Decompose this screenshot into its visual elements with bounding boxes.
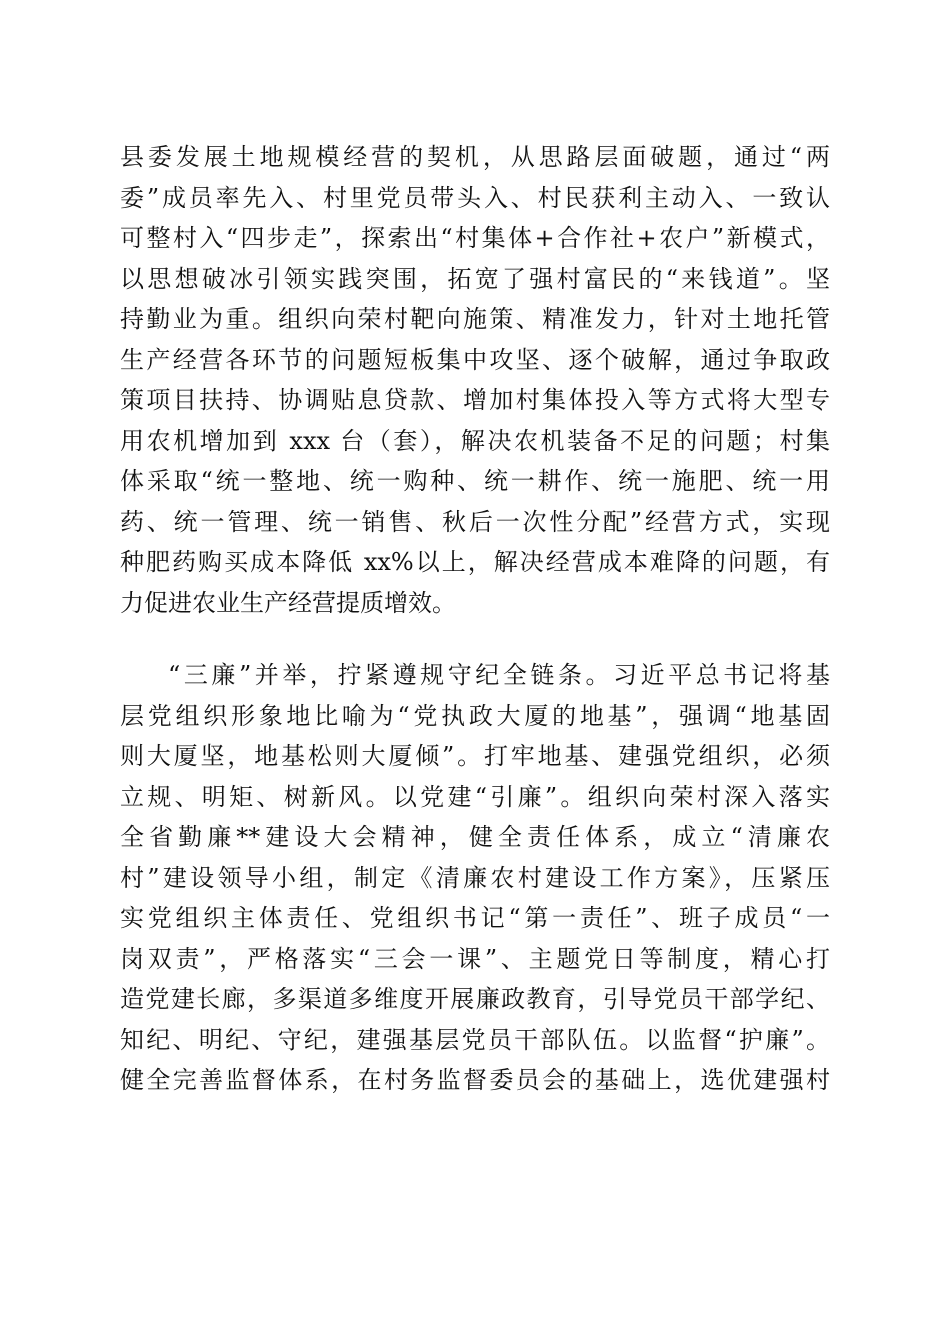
paragraph-line: 立规、明矩、树新风。以党建“引廉”。组织向荣村深入落实 (120, 782, 830, 811)
paragraph-line: 以思想破冰引领实践突围，拓宽了强村富民的“来钱道”。坚 (120, 264, 830, 293)
paragraph-line: 县委发展土地规模经营的契机，从思路层面破题，通过“两 (120, 143, 830, 171)
paragraph-line: 体采取“统一整地、统一购种、统一耕作、统一施肥、统一用 (120, 467, 830, 495)
paragraph-line: 岗双责”，严格落实“三会一课”、主题党日等制度，精心打 (120, 944, 830, 973)
paragraph-line: 层党组织形象地比喻为“党执政大厦的地基”，强调“地基固 (120, 701, 830, 730)
paragraph-line: 用农机增加到 xxx 台（套），解决农机装备不足的问题；村集 (120, 426, 830, 455)
paragraph-line: 种肥药购买成本降低 xx%以上，解决经营成本难降的问题，有 (120, 548, 830, 576)
paragraph-line: 生产经营各环节的问题短板集中攻坚、逐个破解，通过争取政 (120, 345, 830, 374)
paragraph-2 (120, 655, 830, 1101)
paragraph-line: 委”成员率先入、村里党员带头入、村民获利主动入、一致认 (120, 183, 830, 212)
paragraph-line: 造党建长廊，多渠道多维度开展廉政教育，引导党员干部学纪、 (120, 985, 830, 1013)
paragraph-line: 可整村入“四步走”，探索出“村集体+合作社+农户”新模式， (120, 224, 830, 252)
paragraph-line: 全省勤廉**建设大会精神，健全责任体系，成立“清廉农 (120, 823, 830, 851)
paragraph-line: “三廉”并举，拧紧遵规守纪全链条。习近平总书记将基 (168, 661, 830, 689)
paragraph-line: 药、统一管理、统一销售、秋后一次性分配”经营方式，实现 (120, 507, 830, 536)
paragraph-line: 实党组织主体责任、党组织书记“第一责任”、班子成员“一 (120, 904, 830, 932)
paragraph-line: 持勤业为重。组织向荣村靶向施策、精准发力，针对土地托管 (120, 305, 830, 333)
paragraph-line: 力促进农业生产经营提质增效。 (120, 588, 456, 617)
paragraph-line: 村”建设领导小组，制定《清廉农村建设工作方案》，压紧压 (120, 863, 830, 892)
paragraph-line: 策项目扶持、协调贴息贷款、增加村集体投入等方式将大型专 (120, 386, 830, 414)
paragraph-line: 健全完善监督体系，在村务监督委员会的基础上，选优建强村 (120, 1066, 830, 1094)
paragraph-line: 则大厦坚，地基松则大厦倾”。打牢地基、建强党组织，必须 (120, 742, 830, 770)
paragraph-1 (120, 137, 830, 623)
paragraph-line: 知纪、明纪、守纪，建强基层党员干部队伍。以监督“护廉”。 (120, 1025, 830, 1054)
